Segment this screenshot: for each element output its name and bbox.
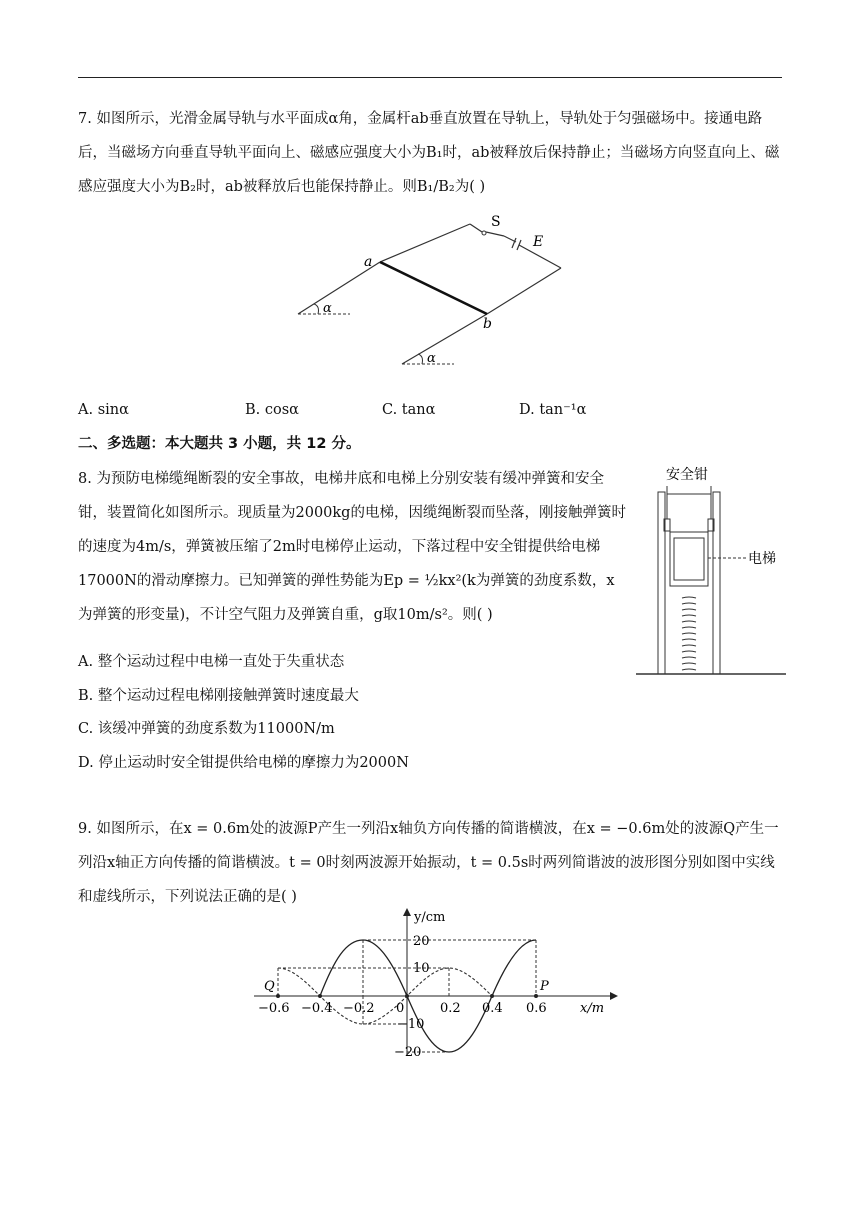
header-rule bbox=[78, 77, 782, 78]
q7-option-a: A. sinα bbox=[78, 402, 129, 418]
point-p: P bbox=[540, 979, 549, 994]
x-tick-neg06: −0.6 bbox=[258, 1001, 290, 1016]
x-tick-02: 0.2 bbox=[440, 1001, 461, 1016]
x-tick-04: 0.4 bbox=[482, 1001, 503, 1016]
label-b: b bbox=[483, 316, 492, 332]
question-8-text: 8. 为预防电梯缆绳断裂的安全事故，电梯井底和电梯上分别安装有缓冲弹簧和安全钳，装置简化如图所示。现质量为2000kg的电梯，因缆绳断裂而坠落，刚接触弹簧时的速度为4m/s，弹簧被压缩了2m时电梯停止运动，下落过程中安全钳提供给电梯17000N的滑动摩擦力。已知弹簧的弹性势能为Ep = ½kx²(k为弹簧的劲度系数，x为弹簧的形变量)，不计空气阻力及弹簧自重，g取10m/s²。则( ) bbox=[78, 471, 626, 623]
label-elevator: 电梯 bbox=[748, 551, 776, 567]
label-a: a bbox=[364, 254, 373, 270]
label-e: E bbox=[533, 234, 544, 250]
question-8-figure bbox=[636, 464, 786, 679]
label-alpha-2: α bbox=[427, 351, 436, 366]
label-safety-clamp: 安全钳 bbox=[666, 467, 708, 483]
q8-option-b: B. 整个运动过程电梯刚接触弹簧时速度最大 bbox=[78, 688, 359, 704]
x-tick-neg02: −0.2 bbox=[343, 1001, 375, 1016]
y-tick-10: 10 bbox=[413, 961, 430, 976]
point-q: Q bbox=[264, 979, 275, 994]
y-tick-neg20: −20 bbox=[394, 1045, 422, 1060]
question-7-figure bbox=[290, 210, 580, 370]
q8-option-c: C. 该缓冲弹簧的劲度系数为11000N/m bbox=[78, 721, 335, 737]
question-9-wave-figure bbox=[250, 908, 620, 1060]
q7-option-d: D. tan⁻¹α bbox=[519, 402, 587, 418]
y-tick-neg10: −10 bbox=[397, 1017, 425, 1032]
question-9-text: 9. 如图所示，在x = 0.6m处的波源P产生一列沿x轴负方向传播的简谐横波，在x = −0.6m处的波源Q产生一列沿x轴正方向传播的简谐横波。t = 0时刻两波源开始振动，t = 0.5s时两列简谐波的波形图分别如图中实线和虚线所示，下列说法正确的是( ) bbox=[78, 821, 779, 905]
section-heading-multi: 二、多选题：本大题共 3 小题，共 12 分。 bbox=[78, 436, 361, 452]
x-tick-06: 0.6 bbox=[526, 1001, 547, 1016]
q7-option-c: C. tanα bbox=[382, 402, 436, 418]
q8-option-d: D. 停止运动时安全钳提供给电梯的摩擦力为2000N bbox=[78, 755, 409, 771]
x-tick-0: 0 bbox=[396, 1001, 405, 1016]
x-axis-label: x/m bbox=[580, 1001, 605, 1016]
q8-option-a: A. 整个运动过程中电梯一直处于失重状态 bbox=[78, 654, 345, 670]
x-tick-neg04: −0.4 bbox=[301, 1001, 333, 1016]
y-axis-label: y/cm bbox=[414, 910, 446, 925]
question-7-text: 7. 如图所示，光滑金属导轨与水平面成α角，金属杆ab垂直放置在导轨上，导轨处于匀强磁场中。接通电路后，当磁场方向垂直导轨平面向上、磁感应强度大小为B₁时，ab被释放后保持静止；当磁场方向竖直向上、磁感应强度大小为B₂时，ab被释放后也能保持静止。则B₁/B₂为( ) bbox=[78, 111, 780, 195]
label-s: S bbox=[491, 214, 501, 230]
q7-option-b: B. cosα bbox=[245, 402, 299, 418]
label-alpha-1: α bbox=[323, 301, 332, 316]
y-tick-20: 20 bbox=[413, 934, 430, 949]
